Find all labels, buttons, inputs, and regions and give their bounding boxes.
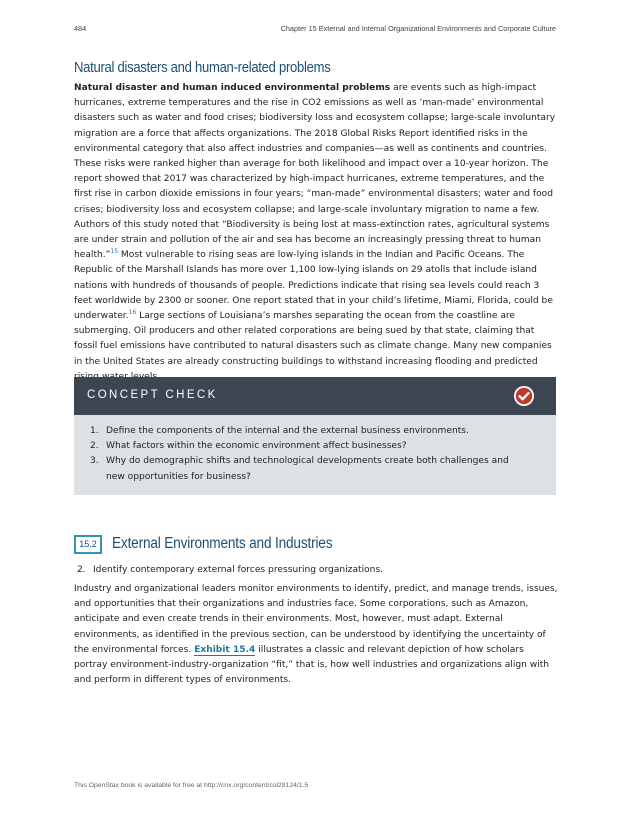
exhibit-link[interactable]: Exhibit 15.4 bbox=[194, 644, 256, 655]
paragraph bbox=[74, 582, 558, 688]
concept-check-box bbox=[74, 377, 556, 495]
concept-check-list bbox=[90, 424, 530, 485]
page-number: 484 bbox=[74, 24, 87, 33]
item-number: 3. bbox=[90, 456, 99, 467]
bold-term: Natural disaster and human induced environmental problems bbox=[74, 83, 391, 93]
paragraph-text: Large sections of Louisiana’s marshes separating the ocean from the coastline are submerging. Oil producers and other related corporations are being sued by that state, claiming that fossil fuel emissions have contributed to natural disasters such as climate change. Many new companies in the United States are already constructing buildings to withstand increasing flooding and predicted bbox=[74, 311, 552, 367]
paragraph bbox=[74, 81, 558, 385]
item-text: Define the components of the internal and the external business environments. bbox=[106, 426, 469, 436]
footnote-ref[interactable]: 15 bbox=[110, 248, 119, 256]
section-15-2-body bbox=[74, 582, 558, 688]
list-item bbox=[90, 454, 530, 484]
list-item bbox=[90, 439, 530, 454]
check-circle-icon bbox=[514, 386, 534, 406]
paragraph-text: Most vulnerable to rising seas are low-lying islands in the Indian and Pacific Oceans. The Republic of the Marshall Islands has more over 1,100 low-lying islands on 29 atolls that include island nations with hundreds of thousands of people. Predictions indicate that rising sea levels could reach 3 feet worldwide by 2300 or sooner. One report stated that in your child’s lifetime, Miami, Florida, could be underwater. bbox=[74, 250, 553, 322]
concept-check-title: CONCEPT CHECK bbox=[87, 389, 218, 401]
objective-text: Identify contemporary external forces pressuring organizations. bbox=[93, 565, 384, 575]
section-title: External Environments and Industries bbox=[112, 535, 333, 552]
paragraph-text: Industry and organizational leaders monitor environments to identify, predict, and manage trends, issues, and opportunities that their organizations and industries face. Some corporations, such as Amazon, anticipate and even create trends in their environments. Most, however, must adapt. External environments, as identified in the previous section, can be understood by identifying the uncertainty of the environmental forces. bbox=[74, 584, 558, 655]
learning-objective bbox=[77, 563, 383, 578]
section-number-badge: 15.2 bbox=[74, 535, 102, 554]
item-text: What factors within the economic environment affect businesses? bbox=[106, 441, 407, 452]
footnote-ref[interactable]: 16 bbox=[128, 309, 137, 317]
chapter-title: Chapter 15 External and Internal Organizational Environments and Corporate Culture bbox=[280, 24, 556, 33]
page-header bbox=[74, 24, 556, 38]
item-text: Why do demographic shifts and technological developments create both challenges and new opportunities for business? bbox=[106, 456, 509, 482]
objective-number: 2. bbox=[77, 565, 86, 575]
paragraph-text: illustrates a classic and relevant depiction of how scholars portray environment-industry-organization “fit,” that is, how well industries and organizations align with and perform in different types of environments. bbox=[74, 644, 550, 686]
section-heading: Natural disasters and human-related problems bbox=[74, 60, 331, 76]
section-body bbox=[74, 81, 558, 385]
concept-check-header bbox=[74, 377, 556, 415]
item-number: 2. bbox=[90, 441, 99, 452]
item-number: 1. bbox=[90, 426, 99, 436]
page-footer: This OpenStax book is available for free at http://cnx.org/content/col29124/1.5 bbox=[74, 782, 309, 789]
paragraph-text: are events such as high-impact hurricanes, extreme temperatures and the rise in CO2 emissions as well as ‘man-made’ environmental disasters such as water and food crises; biodiversity loss and ecosystem collapse; large-scale involuntary migration are a force that affects organizations. The 2018 Global Risks Report identified risks in the environmental category that also affect industries and companies—as well as continents and countries. These risks were ranked higher than average for both likelihood and impact over a 10-year horizon. The report showed that 2017 was characterized by high-impact hurricanes, extreme temperatures, and the first rise in carbon dioxide emissions in four years; “man-made” environmental disasters; water and food crises; biodiversity loss and ecosystem collapse; and large-scale involuntary migration to name a few. Authors of this study noted that “Biodiversity is being lost at mass-extinction rates, agricultural systems are under strain and pollution of the air and sea has become an increasingly pressing threat to human health.” bbox=[74, 83, 556, 261]
list-item bbox=[90, 424, 530, 439]
